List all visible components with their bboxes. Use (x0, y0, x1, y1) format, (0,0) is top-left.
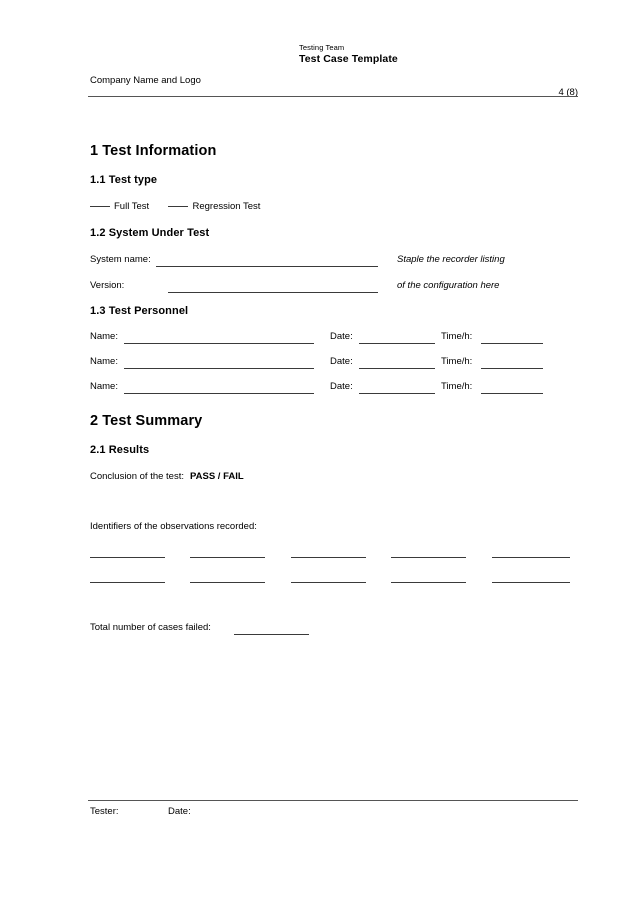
test-type-options (90, 201, 260, 213)
header-department: Testing Team (299, 43, 345, 52)
personnel-row-1-date-label: Date: (330, 331, 353, 342)
heading-results: 2.1 Results (90, 444, 150, 456)
heading-test-personnel: 1.3 Test Personnel (90, 305, 189, 317)
regression-test-checkbox-blank[interactable] (168, 206, 188, 207)
identifier-blank-r1c3[interactable] (291, 557, 366, 558)
footer-date-label: Date: (168, 806, 191, 817)
version-input-blank[interactable] (168, 292, 378, 293)
heading-test-information: 1 Test Information (90, 143, 217, 159)
personnel-row-3-date-blank[interactable] (359, 393, 435, 394)
identifier-blank-r2c5[interactable] (492, 582, 570, 583)
conclusion-label: Conclusion of the test: (90, 471, 184, 482)
personnel-row-2-time-label: Time/h: (441, 356, 473, 367)
identifier-blank-r2c1[interactable] (90, 582, 165, 583)
header-company-name: Company Name and Logo (90, 75, 201, 86)
header-page-number: 4 (8) (558, 87, 578, 98)
heading-test-type: 1.1 Test type (90, 174, 158, 186)
personnel-row-3-date-label: Date: (330, 381, 353, 392)
identifier-blank-r2c2[interactable] (190, 582, 265, 583)
identifier-blank-r2c3[interactable] (291, 582, 366, 583)
personnel-row-1-date-blank[interactable] (359, 343, 435, 344)
personnel-row-3-name-label: Name: (90, 381, 118, 392)
header-center-block (299, 42, 559, 66)
staple-note-line-2: of the configuration here (397, 280, 500, 291)
system-name-input-blank[interactable] (156, 266, 378, 267)
personnel-row-2-time-blank[interactable] (481, 368, 543, 369)
footer-divider (88, 800, 578, 801)
personnel-row-1-time-blank[interactable] (481, 343, 543, 344)
identifier-blank-r1c1[interactable] (90, 557, 165, 558)
system-name-label: System name: (90, 254, 151, 265)
heading-test-summary: 2 Test Summary (90, 413, 203, 429)
identifier-blank-r1c4[interactable] (391, 557, 466, 558)
version-label: Version: (90, 280, 125, 291)
personnel-row-2-date-blank[interactable] (359, 368, 435, 369)
heading-system-under-test: 1.2 System Under Test (90, 227, 210, 239)
total-failed-label: Total number of cases failed: (90, 622, 211, 633)
full-test-checkbox-blank[interactable] (90, 206, 110, 207)
personnel-row-3-time-blank[interactable] (481, 393, 543, 394)
identifier-blank-r1c2[interactable] (190, 557, 265, 558)
personnel-row-3-time-label: Time/h: (441, 381, 473, 392)
personnel-row-2-name-blank[interactable] (124, 368, 314, 369)
staple-note-line-1: Staple the recorder listing (397, 254, 505, 265)
personnel-row-2-name-label: Name: (90, 356, 118, 367)
identifier-blank-r2c4[interactable] (391, 582, 466, 583)
conclusion-value[interactable]: PASS / FAIL (190, 471, 244, 482)
footer-tester-label: Tester: (90, 806, 119, 817)
full-test-label: Full Test (114, 201, 150, 212)
conclusion-line (90, 471, 244, 483)
total-failed-blank[interactable] (234, 634, 309, 635)
identifier-blank-r1c5[interactable] (492, 557, 570, 558)
identifiers-label: Identifiers of the observations recorded: (90, 521, 257, 532)
personnel-row-2-date-label: Date: (330, 356, 353, 367)
personnel-row-3-name-blank[interactable] (124, 393, 314, 394)
personnel-row-1-time-label: Time/h: (441, 331, 473, 342)
personnel-row-1-name-label: Name: (90, 331, 118, 342)
regression-test-label: Regression Test (192, 201, 261, 212)
personnel-row-1-name-blank[interactable] (124, 343, 314, 344)
header-document-title: Test Case Template (299, 53, 398, 65)
header-divider (88, 96, 578, 97)
